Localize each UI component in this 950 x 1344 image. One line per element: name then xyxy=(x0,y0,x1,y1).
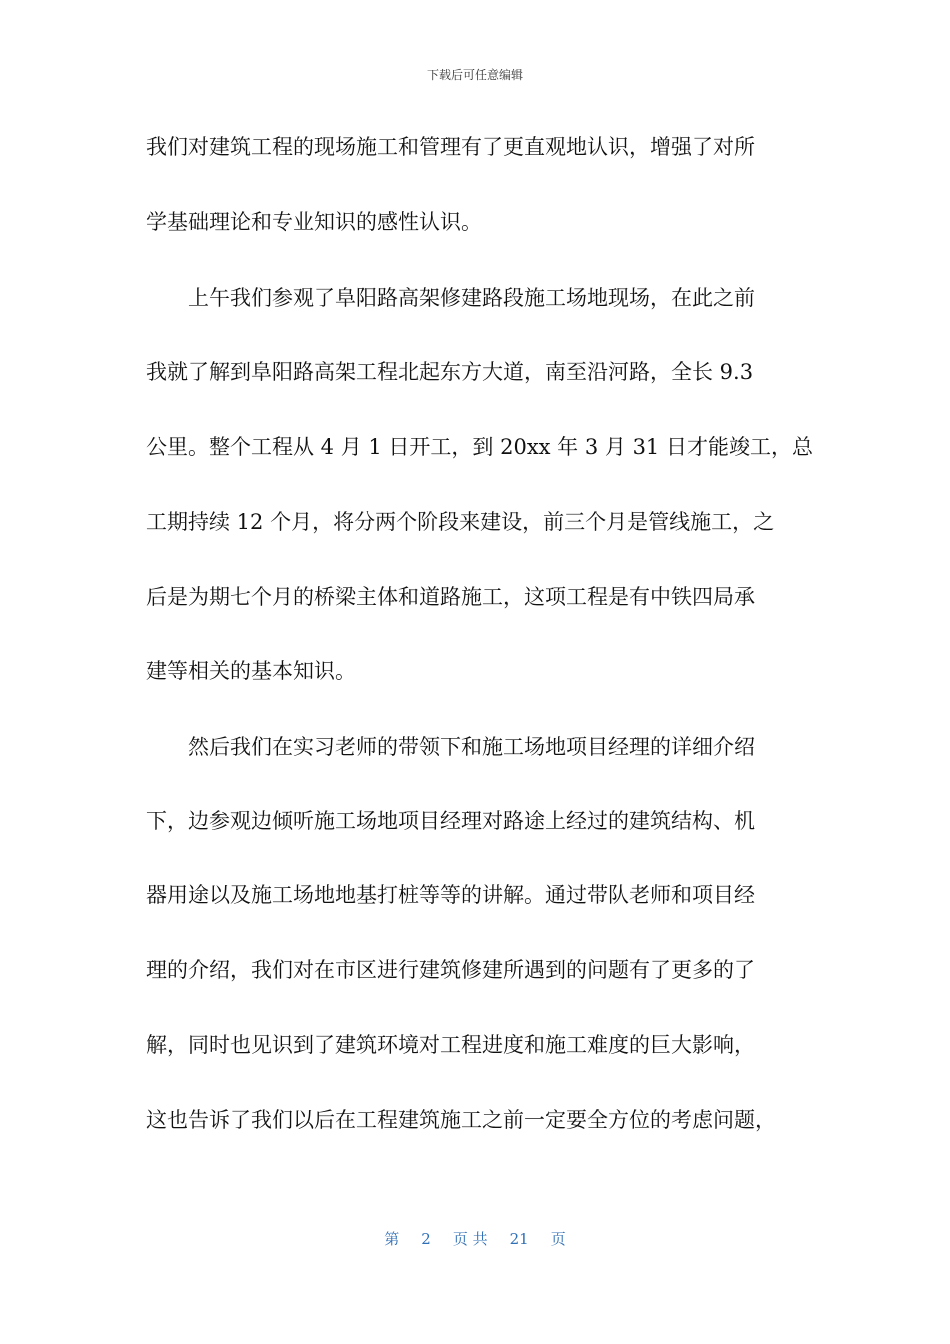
text-line: 工期持续 12 个月，将分两个阶段来建设，前三个月是管线施工，之 xyxy=(146,510,775,534)
text-line: 我就了解到阜阳路高架工程北起东方大道，南至沿河路，全长 9.3 xyxy=(146,360,754,384)
text-line: 解，同时也见识到了建筑环境对工程进度和施工难度的巨大影响， xyxy=(146,1033,755,1057)
text-line: 下，边参观边倾听施工场地项目经理对路途上经过的建筑结构、机 xyxy=(146,809,755,833)
total-page-count: 21 xyxy=(509,1230,529,1248)
text-line: 公里。整个工程从 4 月 1 日开工，到 20xx 年 3 月 31 日才能竣工，总 xyxy=(146,435,813,459)
text-line: 这也告诉了我们以后在工程建筑施工之前一定要全方位的考虑问题， xyxy=(146,1108,776,1132)
text-line: 上午我们参观了阜阳路高架修建路段施工场地现场，在此之前 xyxy=(188,286,755,310)
text-line: 然后我们在实习老师的带领下和施工场地项目经理的详细介绍 xyxy=(188,735,755,759)
page-number-footer xyxy=(0,1228,950,1249)
text-line: 我们对建筑工程的现场施工和管理有了更直观地认识，增强了对所 xyxy=(146,135,755,159)
text-line: 器用途以及施工场地地基打桩等等的讲解。通过带队老师和项目经 xyxy=(146,883,755,907)
current-page-number: 2 xyxy=(421,1230,431,1248)
footer-prefix: 第 xyxy=(384,1230,400,1248)
footer-suffix: 页 xyxy=(550,1230,566,1248)
header-note: 下载后可任意编辑 xyxy=(426,68,523,82)
text-line: 建等相关的基本知识。 xyxy=(146,659,356,683)
text-line: 理的介绍，我们对在市区进行建筑修建所遇到的问题有了更多的了 xyxy=(146,958,755,982)
text-line: 学基础理论和专业知识的感性认识。 xyxy=(146,210,482,234)
text-line: 后是为期七个月的桥梁主体和道路施工，这项工程是有中铁四局承 xyxy=(146,585,755,609)
footer-middle: 页 共 xyxy=(452,1230,488,1248)
